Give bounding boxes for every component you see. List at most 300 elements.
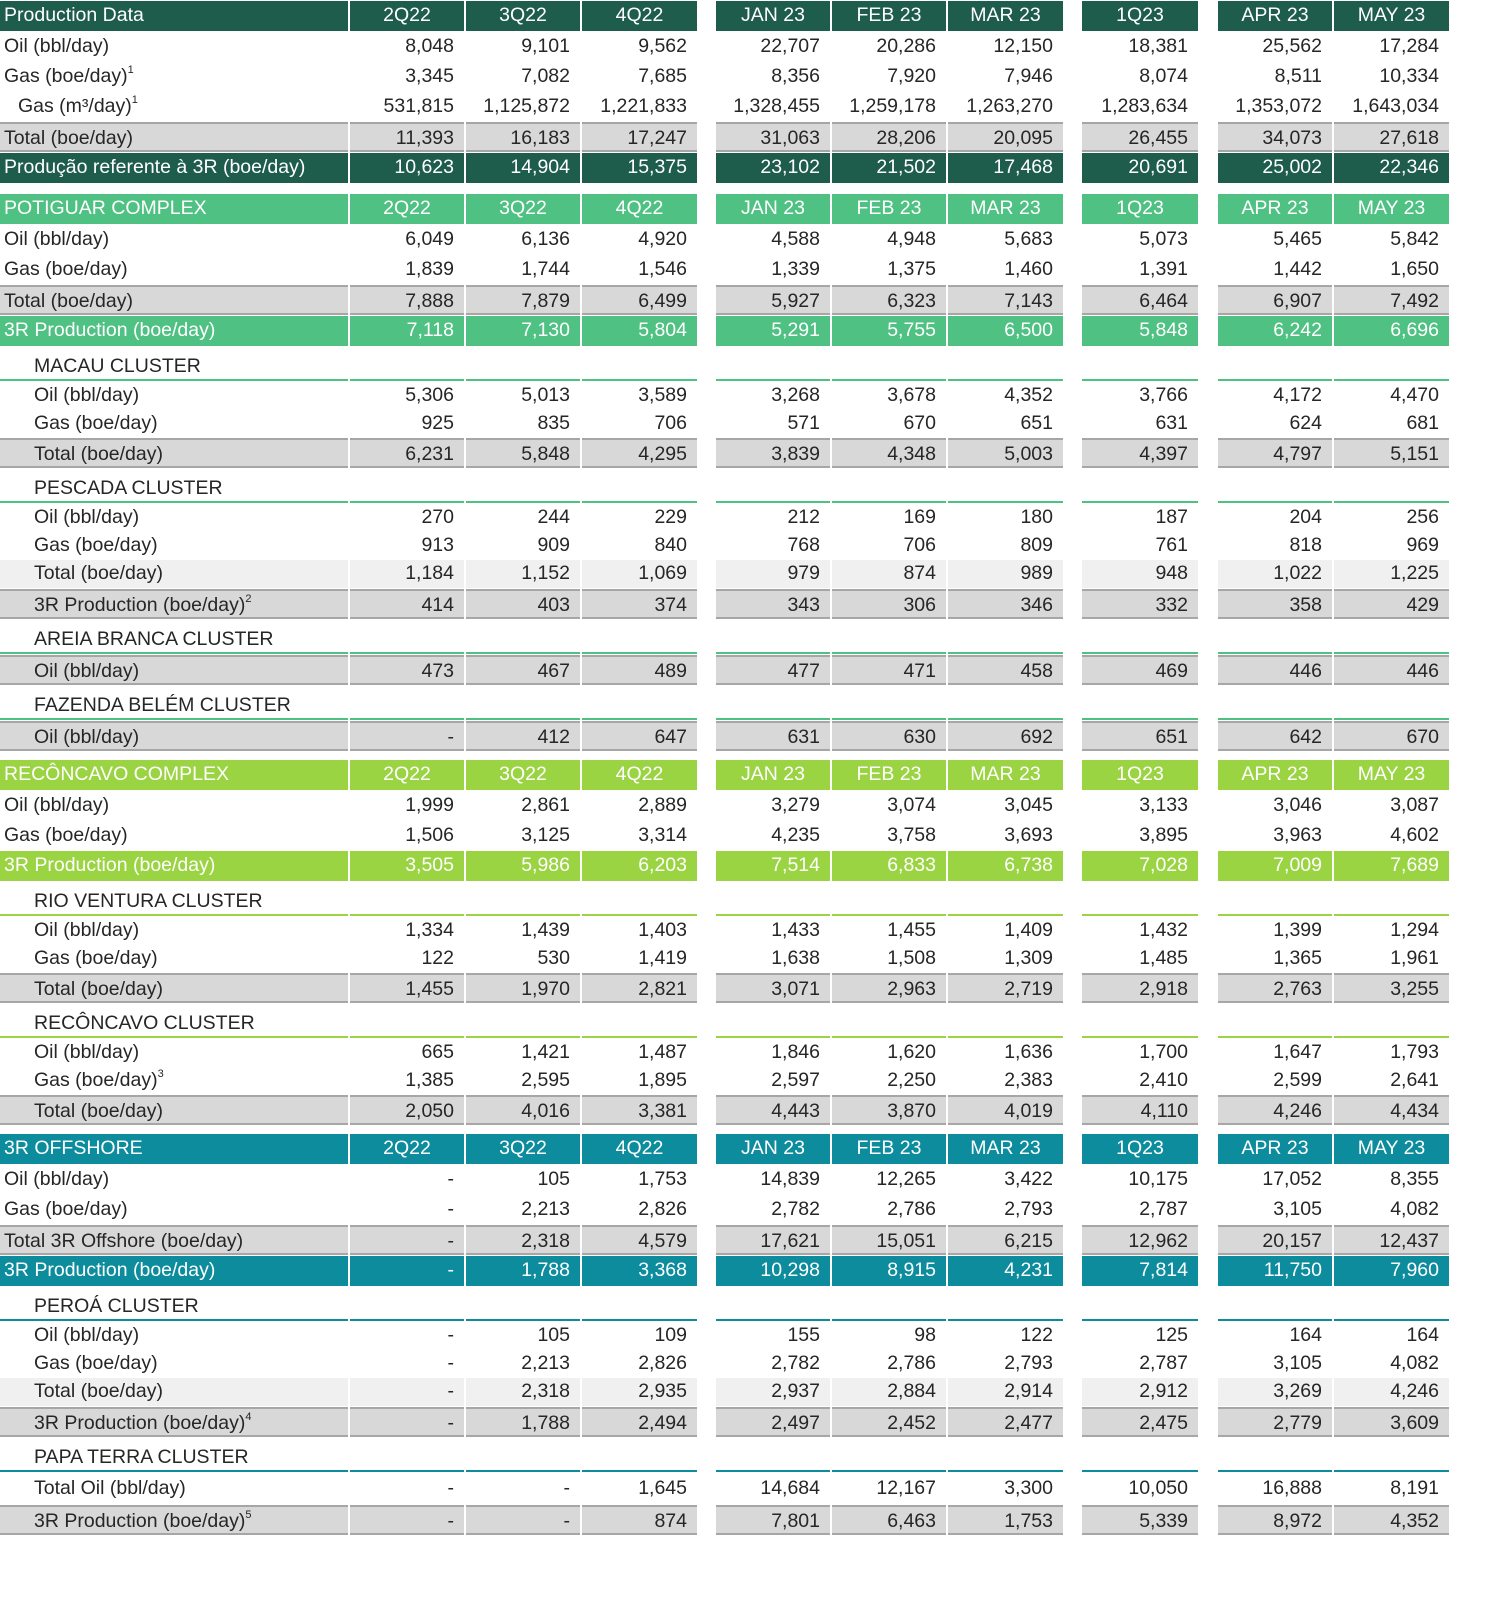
table-row [0,153,1491,183]
table-cell [582,1350,697,1378]
table-cell [1082,917,1198,945]
table-cell [832,153,946,183]
table-cell [1082,589,1198,619]
table-cell [350,589,464,619]
table-cell [716,1165,830,1195]
value-text: 1,636 [1004,1041,1053,1063]
table-cell [948,347,1063,381]
cluster-heading-row [0,686,1491,720]
table-cell [1334,821,1449,851]
table-cell [1334,560,1449,588]
value-text: 7,960 [1390,1259,1439,1281]
table-cell [1082,821,1198,851]
value-text: - [447,1168,454,1190]
table-cell [466,1407,580,1437]
table-cell [582,1473,697,1505]
value-text: 2,787 [1139,1198,1188,1220]
value-text: 25,002 [1262,156,1322,178]
table-cell [350,1095,464,1125]
table-cell [832,1256,946,1286]
value-text: 122 [421,947,454,969]
table-cell [1334,791,1449,821]
table-cell [948,686,1063,720]
label-text: Oil (bbl/day) [34,660,140,682]
row-label [0,1505,348,1535]
value-text: 3,087 [1390,794,1439,816]
label-text: PAPA TERRA CLUSTER [34,1446,249,1468]
table-row [0,791,1491,821]
table-cell [1218,882,1332,916]
value-text: 2,914 [1004,1380,1053,1402]
table-row [0,1473,1491,1505]
value-text: 3,045 [1004,794,1053,816]
value-text: 4,235 [771,824,820,846]
table-cell [466,225,580,255]
table-cell [350,620,464,654]
value-text: 7,888 [405,290,454,312]
period-header [1218,1,1332,31]
period-header [948,1134,1063,1164]
period-header [582,1134,697,1164]
cluster-name [0,469,348,503]
value-text: 761 [1155,534,1188,556]
value-text: 155 [787,1324,820,1346]
value-text: 1,385 [405,1069,454,1091]
label-text: RIO VENTURA CLUSTER [34,890,263,912]
table-cell [1334,1287,1449,1321]
table-cell [1082,1004,1198,1038]
value-text: 3,314 [638,824,687,846]
period-header [1334,194,1449,224]
table-cell [466,504,580,532]
label-text: PEROÁ CLUSTER [34,1295,199,1317]
table-cell [350,721,464,751]
value-text: 7,920 [887,65,936,87]
table-row [0,532,1491,560]
row-label [0,1473,348,1505]
value-text: 7,130 [521,319,570,341]
label-text: 3R Production (boe/day) [4,854,216,876]
value-text: 1,793 [1390,1041,1439,1063]
value-text: 358 [1289,594,1322,616]
table-cell [582,1004,697,1038]
table-cell [466,821,580,851]
table-cell [1334,1350,1449,1378]
footnote-marker: 2 [245,592,252,605]
period-header [466,760,580,790]
table-cell [582,917,697,945]
table-cell [1082,1473,1198,1505]
footnote-marker: 1 [127,63,134,76]
table-cell [350,504,464,532]
value-text: - [447,1477,454,1499]
value-text: 6,049 [405,228,454,250]
table-row [0,1378,1491,1406]
table-cell [466,1225,580,1255]
value-text: 4,434 [1390,1100,1439,1122]
table-cell [948,589,1063,619]
value-text: FEB 23 [856,197,922,219]
value-text: 1,375 [887,258,936,280]
section-title [0,760,348,790]
table-cell [582,92,697,122]
label-text: Gas (boe/day) [34,947,158,969]
value-text: 7,028 [1139,854,1188,876]
value-text: 530 [537,947,570,969]
value-text: 2,793 [1004,1352,1053,1374]
table-cell [832,1225,946,1255]
value-text: 105 [537,1324,570,1346]
value-text: 1,788 [521,1259,570,1281]
value-text: 1,399 [1273,919,1322,941]
value-text: 1,638 [771,947,820,969]
value-text: 3,300 [1004,1477,1053,1499]
row-label [0,1067,348,1095]
label-text: Gas (boe/day) [4,1198,128,1220]
value-text: 1,421 [521,1041,570,1063]
value-text: - [447,1510,454,1532]
value-text: 6,242 [1273,319,1322,341]
value-text: 2,599 [1273,1069,1322,1091]
table-cell [1218,1225,1332,1255]
value-text: 20,691 [1128,156,1188,178]
value-text: 270 [421,506,454,528]
table-cell [466,255,580,285]
table-cell [582,686,697,720]
value-text: 3,125 [521,824,570,846]
table-row [0,1505,1491,1535]
table-cell [1218,1195,1332,1225]
table-cell [1218,1165,1332,1195]
value-text: 1,365 [1273,947,1322,969]
label-text: Total (boe/day) [34,443,163,465]
value-text: 446 [1289,660,1322,682]
table-cell [1082,1407,1198,1437]
value-text: 2,719 [1004,978,1053,1000]
value-text: 212 [787,506,820,528]
table-cell [1218,410,1332,438]
value-text: 979 [787,562,820,584]
table-cell [716,122,830,152]
value-text: - [447,1230,454,1252]
table-cell [832,791,946,821]
table-cell [466,532,580,560]
value-text: 1,152 [521,562,570,584]
table-cell [466,1287,580,1321]
value-text: - [563,1477,570,1499]
value-text: 244 [537,506,570,528]
table-cell [466,1004,580,1038]
table-cell [466,917,580,945]
label-text: Total 3R Offshore (boe/day) [4,1230,244,1252]
table-cell [582,469,697,503]
value-text: 642 [1289,726,1322,748]
table-cell [948,721,1063,751]
table-cell [832,32,946,62]
value-text: 1,961 [1390,947,1439,969]
table-cell [466,1039,580,1067]
table-cell [832,1095,946,1125]
cluster-name [0,686,348,720]
value-text: 26,455 [1128,127,1188,149]
table-row [0,1165,1491,1195]
value-text: 624 [1289,412,1322,434]
table-cell [582,410,697,438]
table-cell [1082,1095,1198,1125]
label-text: AREIA BRANCA CLUSTER [34,628,274,650]
value-text: 125 [1155,1324,1188,1346]
value-text: 10,298 [760,1259,820,1281]
table-cell [832,589,946,619]
value-text: 5,848 [1139,319,1188,341]
table-row [0,410,1491,438]
value-text: 5,151 [1390,443,1439,465]
table-cell [350,285,464,315]
table-cell [1334,1322,1449,1350]
table-cell [1334,1039,1449,1067]
period-header [350,1134,464,1164]
table-cell [350,316,464,346]
table-row [0,1067,1491,1095]
value-text: 5,842 [1390,228,1439,250]
label-text: Produção referente à 3R (boe/day) [4,156,306,178]
row-label [0,1256,348,1286]
cluster-name [0,347,348,381]
table-cell [1334,945,1449,973]
value-text: 2,497 [771,1412,820,1434]
period-header [1218,760,1332,790]
label-text: 3R Production (boe/day) [34,1412,246,1434]
table-cell [1334,32,1449,62]
label-text: Oil (bbl/day) [34,919,140,941]
table-cell [582,1225,697,1255]
value-text: 7,685 [638,65,687,87]
table-cell [948,1225,1063,1255]
value-text: 31,063 [760,127,820,149]
value-text: 21,502 [876,156,936,178]
value-text: JAN 23 [741,763,805,785]
value-text: 1,455 [887,919,936,941]
value-text: 15,375 [627,156,687,178]
table-cell [582,62,697,92]
section-header-row [0,1,1491,31]
value-text: 1,487 [638,1041,687,1063]
table-cell [1218,945,1332,973]
value-text: 3,422 [1004,1168,1053,1190]
table-cell [716,882,830,916]
table-cell [948,1322,1063,1350]
label-text: Total (boe/day) [34,1100,163,1122]
period-header [948,1,1063,31]
value-text: APR 23 [1241,197,1309,219]
label-text: PESCADA CLUSTER [34,477,223,499]
value-text: 818 [1289,534,1322,556]
table-cell [832,410,946,438]
row-label [0,851,348,881]
table-cell [582,225,697,255]
period-header [716,194,830,224]
table-cell [350,945,464,973]
value-text: 403 [537,594,570,616]
value-text: 4Q22 [615,4,664,26]
value-text: 2,494 [638,1412,687,1434]
value-text: 2,963 [887,978,936,1000]
table-cell [1082,1287,1198,1321]
value-text: - [447,1324,454,1346]
table-cell [716,316,830,346]
value-text: 11,393 [395,127,454,149]
value-text: 7,689 [1390,854,1439,876]
label-text: Total (boe/day) [4,290,133,312]
table-cell [582,1438,697,1472]
table-row [0,1039,1491,1067]
value-text: APR 23 [1241,4,1309,26]
period-header [350,194,464,224]
row-label [0,285,348,315]
table-cell [716,945,830,973]
table-cell [466,285,580,315]
table-cell [948,285,1063,315]
value-text: MAR 23 [970,1137,1041,1159]
table-cell [1082,255,1198,285]
value-text: 1,506 [405,824,454,846]
table-row [0,917,1491,945]
value-text: 1,294 [1390,919,1439,941]
table-cell [1218,821,1332,851]
value-text: 4,082 [1390,1198,1439,1220]
label-text: Gas (boe/day) [34,534,158,556]
value-text: 17,247 [627,127,687,149]
value-text: 5,986 [521,854,570,876]
value-text: 489 [654,660,687,682]
table-row [0,1322,1491,1350]
table-cell [466,1473,580,1505]
value-text: 5,339 [1139,1510,1188,1532]
value-text: 8,355 [1390,1168,1439,1190]
value-text: 1,647 [1273,1041,1322,1063]
period-header [1082,194,1198,224]
value-text: JAN 23 [741,1137,805,1159]
table-cell [1218,62,1332,92]
table-cell [582,532,697,560]
value-text: 2Q22 [383,1137,431,1159]
section-header-row [0,1134,1491,1164]
label-text: Oil (bbl/day) [34,1041,140,1063]
value-text: 6,215 [1004,1230,1053,1252]
table-cell [716,1067,830,1095]
value-text: 1,433 [771,919,820,941]
table-cell [1218,917,1332,945]
value-text: 2,452 [887,1412,936,1434]
table-cell [1082,1350,1198,1378]
table-cell [1218,1438,1332,1472]
table-cell [350,410,464,438]
period-header [1218,1134,1332,1164]
value-text: 1,645 [638,1477,687,1499]
value-text: 467 [537,660,570,682]
footnote-marker: 1 [131,93,138,106]
table-cell [948,560,1063,588]
value-text: 1,455 [405,978,454,1000]
label-text: 3R Production (boe/day) [4,1259,216,1281]
table-cell [1334,1225,1449,1255]
table-cell [350,1350,464,1378]
table-cell [948,1039,1063,1067]
table-cell [350,973,464,1003]
value-text: 1,403 [638,919,687,941]
value-text: 631 [1155,412,1188,434]
table-cell [1334,469,1449,503]
table-cell [832,225,946,255]
table-cell [832,721,946,751]
value-text: 3,870 [887,1100,936,1122]
table-cell [716,686,830,720]
table-cell [832,1438,946,1472]
table-cell [1334,62,1449,92]
label-text: Total (boe/day) [34,978,163,1000]
label-text: Oil (bbl/day) [4,1168,110,1190]
table-cell [832,1067,946,1095]
table-cell [350,1004,464,1038]
value-text: 9,562 [638,35,687,57]
value-text: 2,912 [1139,1380,1188,1402]
value-text: 1,334 [405,919,454,941]
value-text: 2,050 [405,1100,454,1122]
table-cell [350,382,464,410]
cluster-heading-row [0,347,1491,381]
table-cell [716,153,830,183]
value-text: 332 [1155,594,1188,616]
table-cell [832,92,946,122]
value-text: 1,643,034 [1352,95,1439,117]
label-text: RECÔNCAVO COMPLEX [4,763,230,785]
table-cell [832,1004,946,1038]
value-text: APR 23 [1241,763,1309,785]
table-cell [832,655,946,685]
table-cell [832,469,946,503]
table-cell [1082,122,1198,152]
table-cell [1334,851,1449,881]
table-cell [1218,1505,1332,1535]
value-text: 122 [1020,1324,1053,1346]
table-cell [582,945,697,973]
table-cell [350,1438,464,1472]
table-cell [832,620,946,654]
value-text: 768 [787,534,820,556]
table-cell [716,851,830,881]
value-text: 1,839 [405,258,454,280]
value-text: 180 [1020,506,1053,528]
table-cell [1082,382,1198,410]
table-cell [832,882,946,916]
table-cell [582,285,697,315]
table-cell [1082,92,1198,122]
value-text: MAR 23 [970,4,1041,26]
value-text: 3,589 [638,384,687,406]
table-cell [466,1505,580,1535]
table-row [0,32,1491,62]
value-text: 7,946 [1004,65,1053,87]
table-cell [1082,945,1198,973]
value-text: 3,381 [638,1100,687,1122]
table-row [0,255,1491,285]
table-cell [1082,721,1198,751]
value-text: 3,268 [771,384,820,406]
table-cell [350,851,464,881]
value-text: 3,505 [405,854,454,876]
value-text: 2,782 [771,1352,820,1374]
table-cell [716,560,830,588]
